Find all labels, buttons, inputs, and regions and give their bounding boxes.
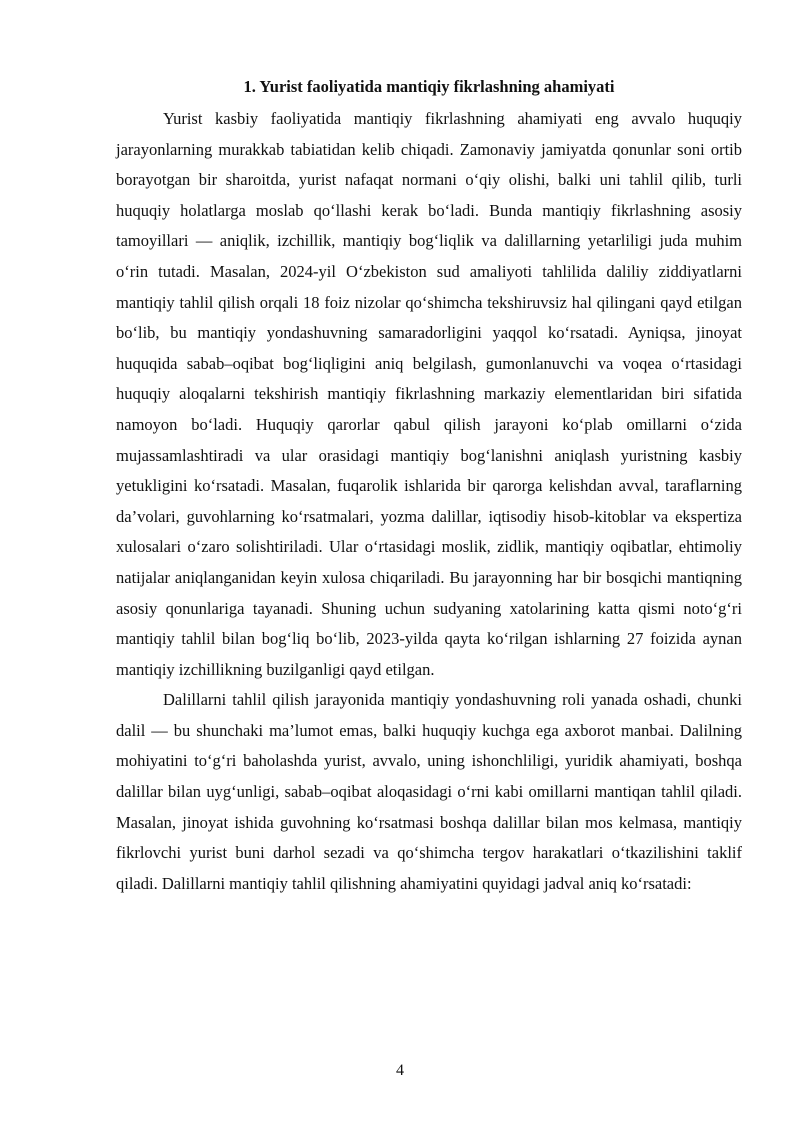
section-heading: 1. Yurist faoliyatida mantiqiy fikrlashning ahamiyati xyxy=(243,77,615,96)
paragraph-2: Dalillarni tahlil qilish jarayonida mantiqiy yondashuvning roli yanada oshadi, chunki dalil — bu shunchaki ma’lumot emas, balki huquqiy kuchga ega axborot manbai. Dalilning mohiyatini to‘g‘ri baholashda yurist, avvalo, uning ishonchliligi, yuridik ahamiyati, boshqa dalillar bilan uyg‘unligi, sabab–oqibat aloqasidagi o‘rni kabi omillarni mantiqan tahlil qiladi. Masalan, jinoyat ishida guvohning ko‘rsatmasi boshqa dalillar bilan mos kelmasa, mantiqiy fikrlovchi yurist buni darhol sezadi va qo‘shimcha tergov harakatlari o‘tkazilishini taklif qiladi. Dalillarni mantiqiy tahlil qilishning ahamiyatini quyidagi jadval aniq ko‘rsatadi: xyxy=(116,690,742,893)
paragraph-1: Yurist kasbiy faoliyatida mantiqiy fikrlashning ahamiyati eng avvalo huquqiy jarayonlarning murakkab tabiatidan kelib chiqadi. Zamonaviy jamiyatda qonunlar soni ortib borayotgan bir sharoitda, yurist nafaqat normani o‘qiy olishi, balki uni tahlil qilib, turli huquqiy holatlarga moslab qo‘llashi kerak bo‘ladi. Bunda mantiqiy fikrlashning asosiy tamoyillari — aniqlik, izchillik, mantiqiy bog‘liqlik va dalillarning yetarliligi juda muhim o‘rin tutadi. Masalan, 2024-yil O‘zbekiston sud amaliyoti tahlilida daliliy ziddiyatlarni mantiqiy tahlil qilish orqali 18 foiz nizolar qo‘shimcha tekshiruvsiz hal qilingani qayd etilgan bo‘lib, bu mantiqiy yondashuvning samaradorligini yaqqol ko‘rsatadi. Ayniqsa, jinoyat huquqida sabab–oqibat bog‘liqligini aniq belgilash, gumonlanuvchi va voqea o‘rtasidagi huquqiy aloqalarni tekshirish mantiqiy fikrlashning markaziy elementlaridan biri sifatida namoyon bo‘ladi. Huquqiy qarorlar qabul qilish jarayoni ko‘plab omillarni o‘zida mujassamlashtiradi va ular orasidagi mantiqiy bog‘lanishni aniqlash yuristning kasbiy yetukligini ko‘rsatadi. Masalan, fuqarolik ishlarida bir qarorga kelishdan avval, taraflarning da’volari, guvohlarning ko‘rsatmalari, yozma dalillar, iqtisodiy hisob-kitoblar va ekspertiza xulosalari o‘zaro solishtiriladi. Ular o‘rtasidagi moslik, zidlik, mantiqiy oqibatlar, ehtimoliy natijalar aniqlanganidan keyin xulosa chiqariladi. Bu jarayonning har bir bosqichi mantiqning asosiy qonunlariga tayanadi. Shuning uchun sudyaning xatolarining katta qismi noto‘g‘ri mantiqiy tahlil bilan bog‘liq bo‘lib, 2023-yilda qayta ko‘rilgan ishlarning 27 foizida aynan mantiqiy izchillikning buzilganligi qayd etilgan. xyxy=(116,109,742,679)
document-page xyxy=(116,74,742,899)
page-number: 4 xyxy=(396,1062,404,1079)
